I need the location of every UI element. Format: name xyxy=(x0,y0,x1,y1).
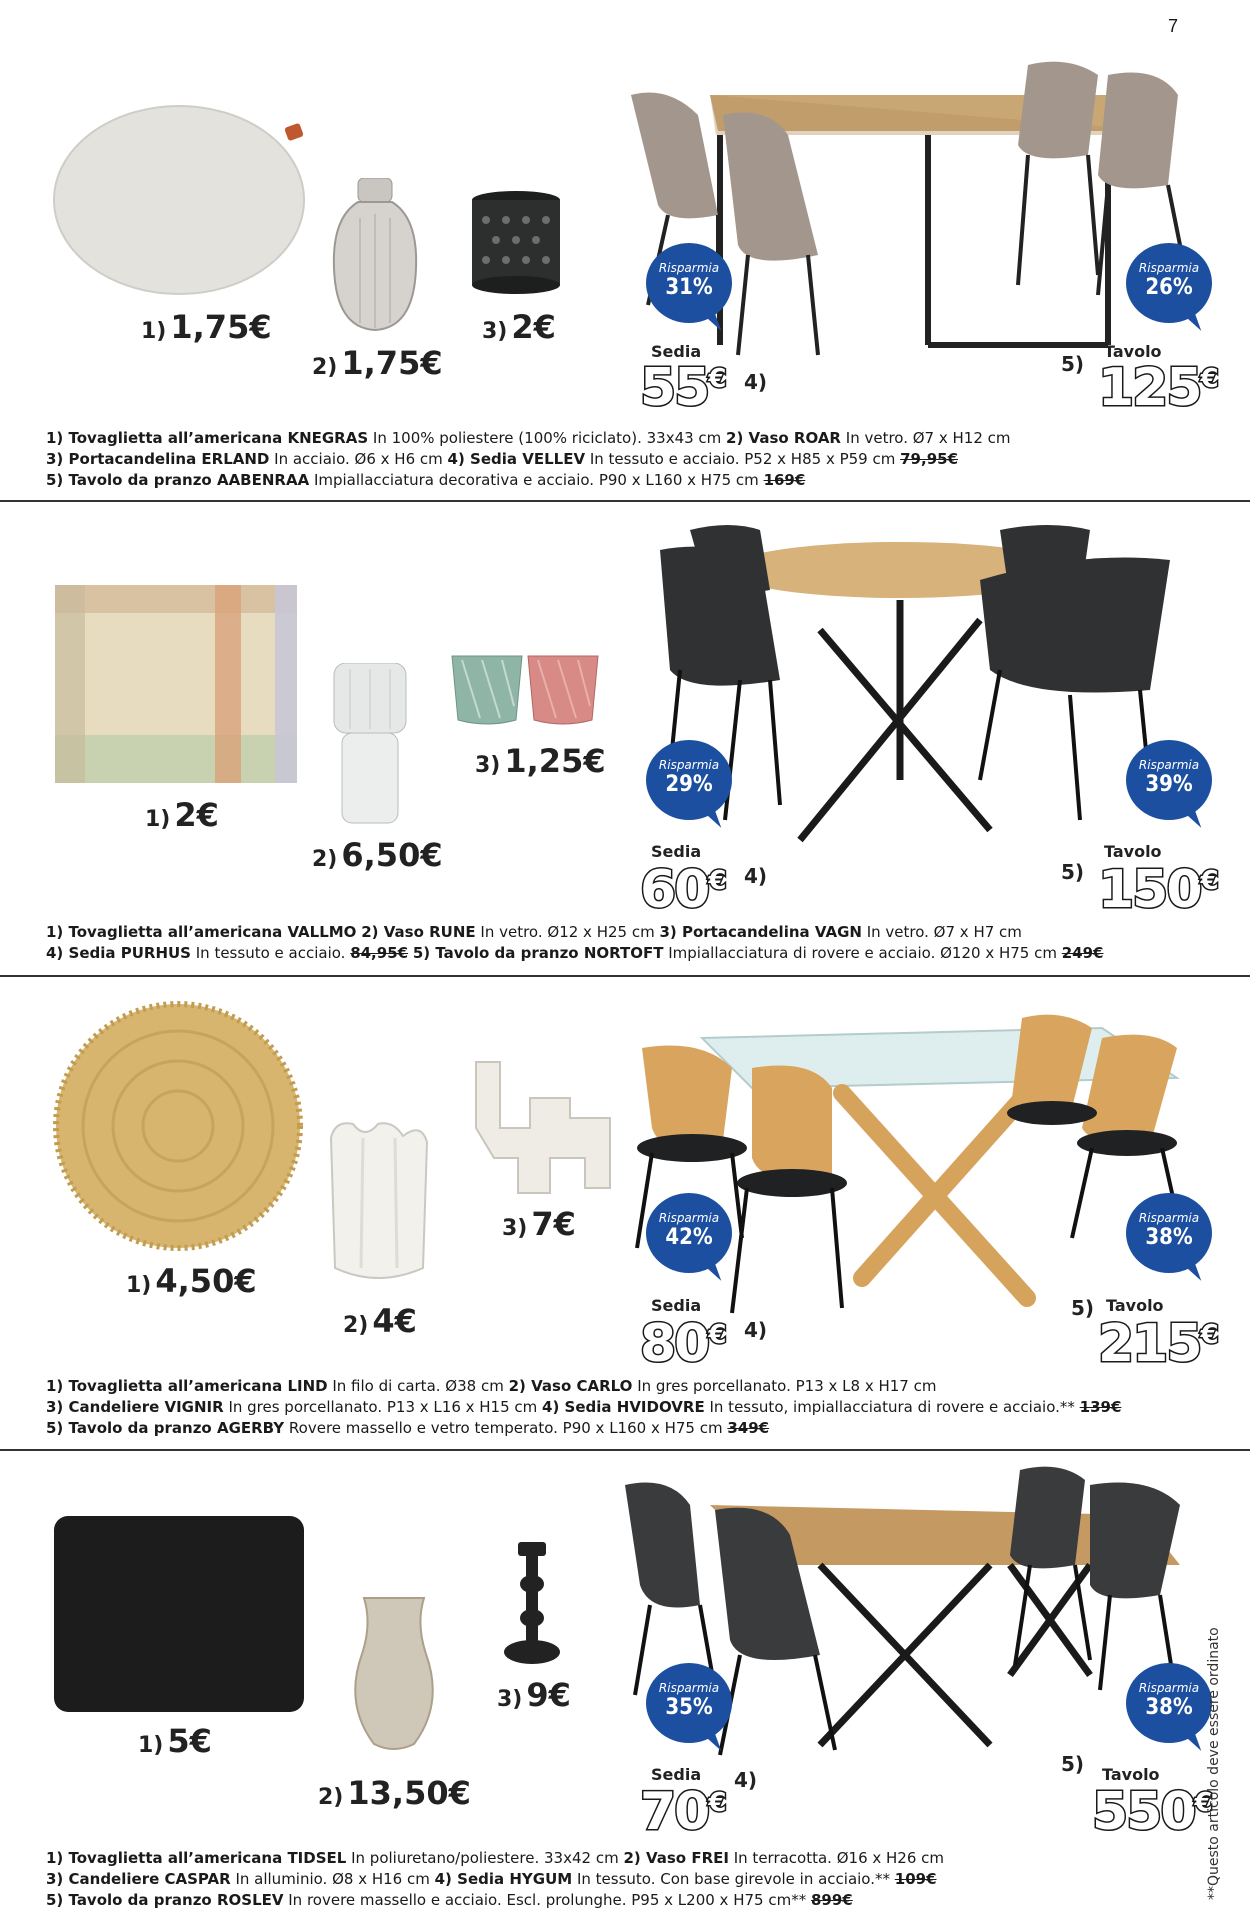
table-number: 5) xyxy=(1061,352,1085,376)
price-item-1: 1) 5€ xyxy=(138,1722,212,1760)
price-item-2: 2) 4€ xyxy=(343,1302,417,1340)
table-discount-badge: Risparmia 38% xyxy=(1126,1663,1212,1755)
chair-title: Sedia xyxy=(651,842,702,861)
chair-discount-badge: Risparmia 42% xyxy=(646,1193,732,1285)
old-price: 139€ xyxy=(1079,1398,1122,1416)
product-details: In terracotta. Ø16 x H26 cm xyxy=(728,1849,945,1867)
price-item-3: 3) 7€ xyxy=(502,1205,576,1243)
product-name: 3) Candeliere CASPAR xyxy=(46,1870,231,1888)
product-name: 2) Vaso ROAR xyxy=(726,429,841,447)
product-name: 4) Sedia PURHUS xyxy=(46,944,191,962)
description-line xyxy=(46,1848,1206,1869)
placemat-tidsel-image xyxy=(52,1514,306,1714)
section-description xyxy=(46,1376,1206,1439)
chair-price: 70€ xyxy=(640,1782,725,1842)
candle-holder-caspar-image xyxy=(502,1540,562,1666)
description-line xyxy=(46,449,1206,470)
old-price: 169€ xyxy=(763,471,806,489)
product-name: 2) Vaso RUNE xyxy=(361,923,476,941)
section-divider xyxy=(0,1449,1250,1451)
table-title: Tavolo xyxy=(1104,842,1162,861)
candle-holder-vagn-image xyxy=(450,650,600,730)
chair-discount-badge: Risparmia 35% xyxy=(646,1663,732,1755)
table-title: Tavolo xyxy=(1104,342,1162,361)
description-line xyxy=(46,1890,1206,1911)
description-line xyxy=(46,922,1206,943)
product-name: 1) Tovaglietta all’americana VALLMO xyxy=(46,923,357,941)
table-price: 215€ xyxy=(1098,1314,1217,1374)
table-number: 5) xyxy=(1061,860,1085,884)
table-title: Tavolo xyxy=(1106,1296,1164,1315)
product-name: 5) Tavolo da pranzo NORTOFT xyxy=(412,944,664,962)
chair-price: 55€ xyxy=(640,358,725,418)
table-discount-badge: Risparmia 38% xyxy=(1126,1193,1212,1285)
product-details: In tessuto e acciaio. xyxy=(190,944,351,962)
product-name: 5) Tavolo da pranzo ROSLEV xyxy=(46,1891,284,1909)
product-name: 3) Portacandelina ERLAND xyxy=(46,450,270,468)
product-name: 4) Sedia VELLEV xyxy=(447,450,586,468)
product-details: Impiallacciatura decorativa e acciaio. P90 x L160 x H75 cm xyxy=(309,471,764,489)
product-details: In tessuto, impiallacciatura di rovere e acciaio.** xyxy=(704,1398,1080,1416)
table-price: 150€ xyxy=(1098,860,1217,920)
old-price: 899€ xyxy=(810,1891,853,1909)
old-price: 109€ xyxy=(894,1870,937,1888)
old-price: 84,95€ xyxy=(350,944,409,962)
product-details: In 100% poliestere (100% riciclato). 33x43 cm xyxy=(368,429,727,447)
product-name: 5) Tavolo da pranzo AABENRAA xyxy=(46,471,310,489)
price-item-2: 2) 6,50€ xyxy=(312,836,443,874)
product-name: 5) Tavolo da pranzo AGERBY xyxy=(46,1419,285,1437)
price-item-2: 2) 1,75€ xyxy=(312,344,443,382)
description-line xyxy=(46,1418,1206,1439)
vase-carlo-image xyxy=(323,1118,433,1288)
product-details: In vetro. Ø12 x H25 cm xyxy=(475,923,660,941)
chair-number: 4) xyxy=(744,370,768,394)
table-number: 5) xyxy=(1061,1752,1085,1776)
old-price: 349€ xyxy=(727,1419,770,1437)
chair-title: Sedia xyxy=(651,1296,702,1315)
product-details: In vetro. Ø7 x H7 cm xyxy=(861,923,1022,941)
price-item-3: 3) 9€ xyxy=(497,1676,571,1714)
chair-number: 4) xyxy=(744,1318,768,1342)
table-discount-badge: Risparmia 26% xyxy=(1126,243,1212,335)
price-item-3: 3) 1,25€ xyxy=(475,742,606,780)
price-item-1: 1) 2€ xyxy=(145,796,219,834)
chair-discount-badge: Risparmia 29% xyxy=(646,740,732,832)
product-details: In acciaio. Ø6 x H6 cm xyxy=(269,450,448,468)
product-name: 2) Vaso CARLO xyxy=(508,1377,633,1395)
vase-roar-image xyxy=(330,178,420,338)
product-name: 4) Sedia HYGUM xyxy=(434,1870,573,1888)
description-line xyxy=(46,1397,1206,1418)
order-footnote: **Questo articolo deve essere ordinato xyxy=(1206,1627,1222,1900)
product-details: In tessuto. Con base girevole in acciaio.** xyxy=(572,1870,895,1888)
description-line xyxy=(46,428,1206,449)
chair-title: Sedia xyxy=(651,1765,702,1784)
section-description xyxy=(46,428,1206,491)
chair-discount-badge: Risparmia 31% xyxy=(646,243,732,335)
chair-number: 4) xyxy=(734,1768,758,1792)
product-details: In rovere massello e acciaio. Escl. prolunghe. P95 x L200 x H75 cm** xyxy=(283,1891,811,1909)
placemat-knegras-image xyxy=(52,103,307,298)
section-description xyxy=(46,1848,1206,1911)
candle-holder-erland-image xyxy=(470,190,562,295)
price-item-1: 1) 1,75€ xyxy=(141,308,272,346)
vase-rune-image xyxy=(330,663,410,825)
product-details: In filo di carta. Ø38 cm xyxy=(327,1377,509,1395)
page-number: 7 xyxy=(1168,16,1179,36)
table-discount-badge: Risparmia 39% xyxy=(1126,740,1212,832)
product-name: 3) Portacandelina VAGN xyxy=(659,923,862,941)
price-item-1: 1) 4,50€ xyxy=(126,1262,257,1300)
product-details: In gres porcellanato. P13 x L8 x H17 cm xyxy=(632,1377,937,1395)
section-divider xyxy=(0,500,1250,502)
product-name: 1) Tovaglietta all’americana LIND xyxy=(46,1377,328,1395)
price-item-3: 3) 2€ xyxy=(482,308,556,346)
candle-holder-vignir-image xyxy=(470,1058,620,1198)
description-line xyxy=(46,943,1206,964)
placemat-lind-image xyxy=(52,1000,304,1252)
table-price: 125€ xyxy=(1098,358,1217,418)
dining-set-agerby-image xyxy=(632,1008,1192,1338)
description-line xyxy=(46,470,1206,491)
chair-title: Sedia xyxy=(651,342,702,361)
product-name: 2) Vaso FREI xyxy=(623,1849,729,1867)
product-name: 1) Tovaglietta all’americana KNEGRAS xyxy=(46,429,369,447)
table-title: Tavolo xyxy=(1102,1765,1160,1784)
chair-number: 4) xyxy=(744,864,768,888)
description-line xyxy=(46,1869,1206,1890)
old-price: 249€ xyxy=(1061,944,1104,962)
description-line xyxy=(46,1376,1206,1397)
section-description xyxy=(46,922,1206,964)
product-name: 1) Tovaglietta all’americana TIDSEL xyxy=(46,1849,347,1867)
table-number: 5) xyxy=(1071,1296,1095,1320)
product-details: Impiallacciatura di rovere e acciaio. Ø120 x H75 cm xyxy=(663,944,1062,962)
chair-price: 60€ xyxy=(640,860,725,920)
product-details: In alluminio. Ø8 x H16 cm xyxy=(230,1870,435,1888)
product-details: In poliuretano/poliestere. 33x42 cm xyxy=(346,1849,624,1867)
product-details: Rovere massello e vetro temperato. P90 x L160 x H75 cm xyxy=(284,1419,728,1437)
product-details: In tessuto e acciaio. P52 x H85 x P59 cm xyxy=(585,450,901,468)
placemat-vallmo-image xyxy=(55,585,297,783)
product-details: In gres porcellanato. P13 x L16 x H15 cm xyxy=(223,1398,543,1416)
table-price: 550€ xyxy=(1092,1782,1211,1842)
vase-frei-image xyxy=(344,1594,444,1754)
product-details: In vetro. Ø7 x H12 cm xyxy=(841,429,1011,447)
old-price: 79,95€ xyxy=(900,450,959,468)
price-item-2: 2) 13,50€ xyxy=(318,1774,471,1812)
section-divider xyxy=(0,975,1250,977)
chair-price: 80€ xyxy=(640,1314,725,1374)
product-name: 3) Candeliere VIGNIR xyxy=(46,1398,224,1416)
product-name: 4) Sedia HVIDOVRE xyxy=(542,1398,705,1416)
